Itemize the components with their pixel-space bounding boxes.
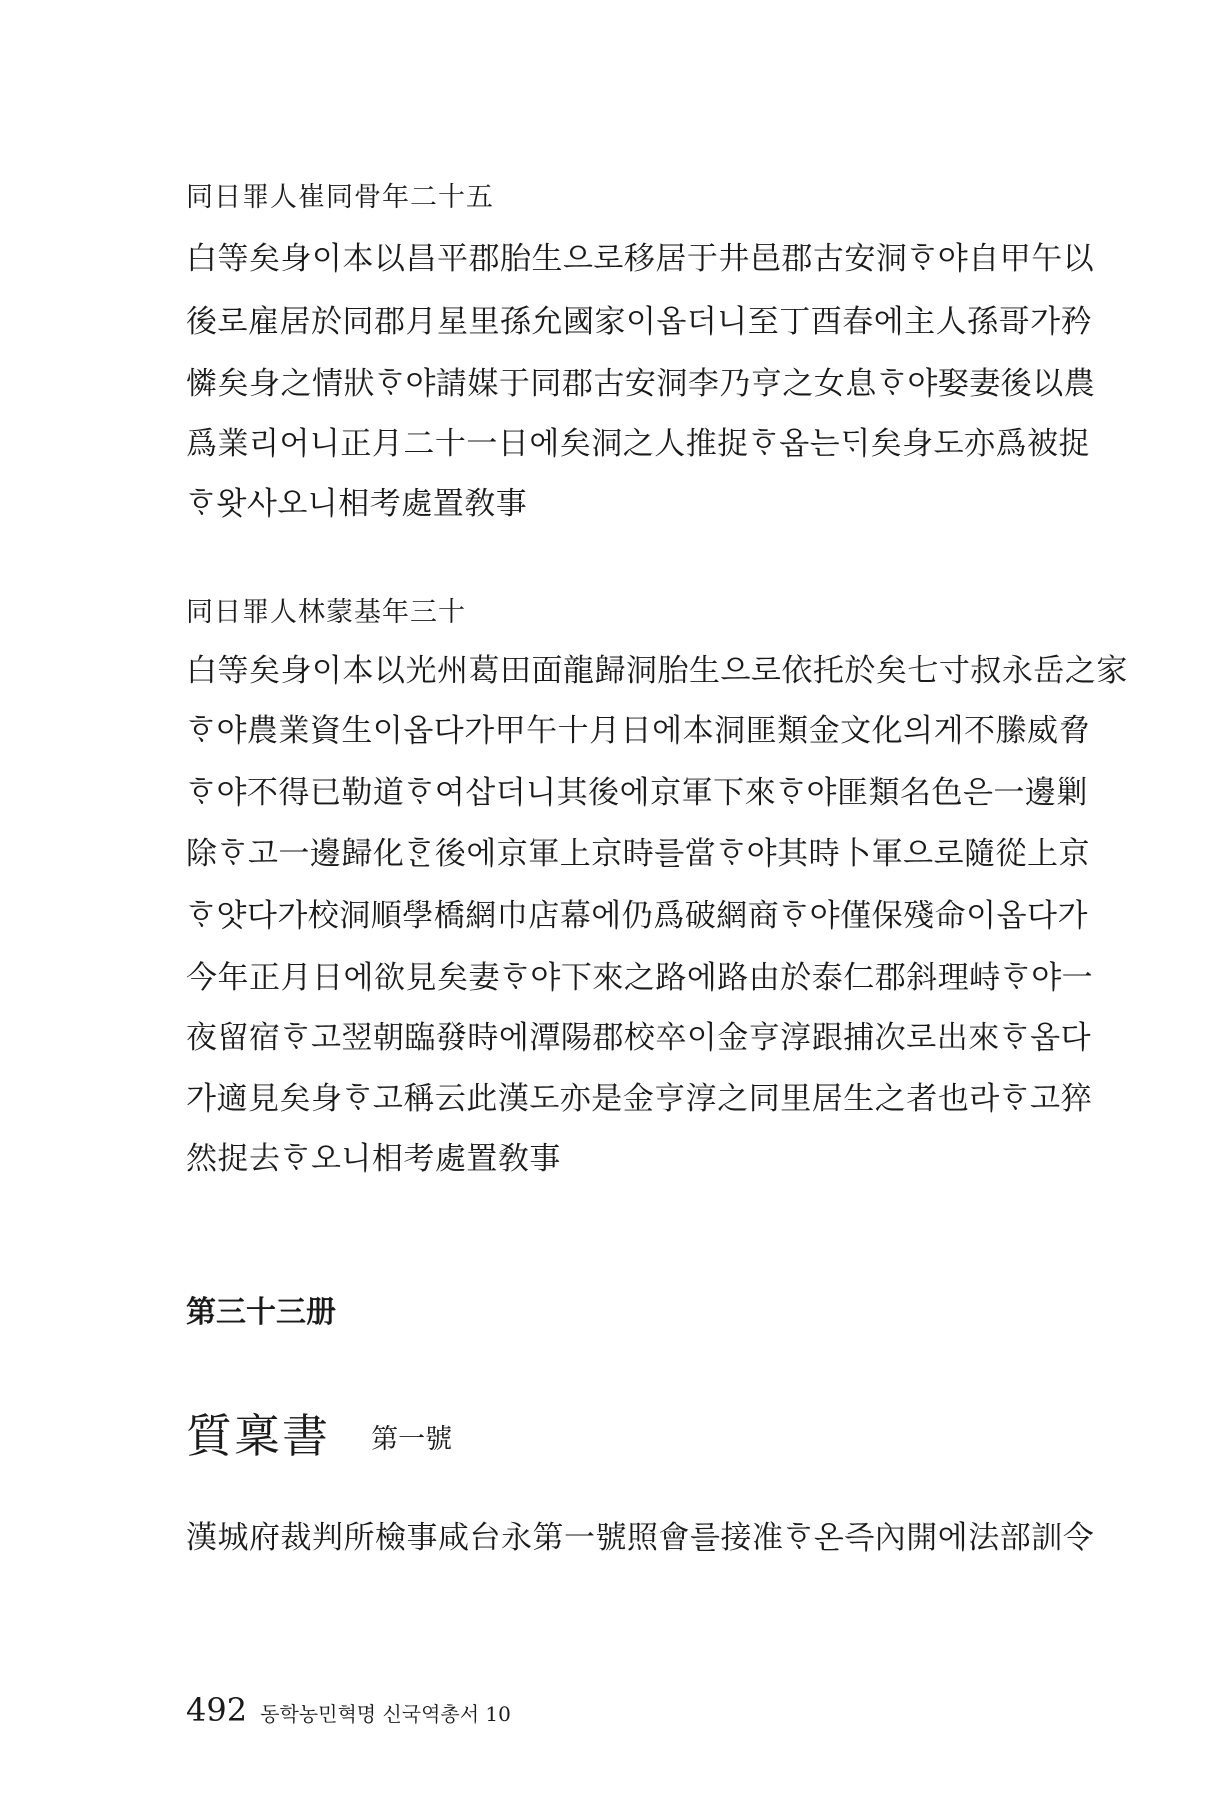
document-title: 質稟書 (186, 1409, 330, 1463)
page-number: 492 (186, 1691, 248, 1729)
section2-line: ᄒᆞ얏다가校洞順學橋網巾店幕에仍爲破網商ᄒᆞ야僅保殘命이옵다가 (186, 898, 1088, 934)
section2-line: ᄒᆞ야農業資生이옵다가甲午十月日에本洞匪類金文化의게不縢威脅 (186, 713, 1091, 749)
section1-line: 白等矣身이本以昌平郡胎生으로移居于井邑郡古安洞ᄒᆞ야自甲午以 (186, 241, 1095, 277)
series-title: 동학농민혁명 신국역총서 10 (260, 1702, 511, 1726)
section1-heading: 同日罪人崔同骨年二十五 (186, 182, 494, 213)
document-number: 第一號 (371, 1424, 453, 1455)
volume-heading: 第三十三册 (186, 1295, 336, 1330)
section1-line: 後로雇居於同郡月星里孫允國家이옵더니至丁酉春에主人孫哥가矜 (186, 304, 1093, 340)
section2-heading: 同日罪人林蒙基年三十 (186, 597, 466, 628)
section2-line: 除ᄒᆞ고一邊歸化ᄒᆞᆫ後에京軍上京時를當ᄒᆞ야其時卜軍으로隨從上京 (186, 836, 1091, 872)
section2-line: 今年正月日에欲見矣妻ᄒᆞ야下來之路에路由於泰仁郡斜理峙ᄒᆞ야一 (186, 960, 1094, 996)
section2-line: 然捉去ᄒᆞ오니相考處置敎事 (186, 1141, 561, 1177)
section1-line: 爲業리어니正月二十一日에矣洞之人推捉ᄒᆞ옵는ᄃᆡ矣身도亦爲被捉 (186, 426, 1091, 462)
closing-line: 漢城府裁判所檢事咸台永第一號照會를接准ᄒᆞ온즉內開에法部訓令 (186, 1520, 1095, 1556)
page-footer (186, 1691, 511, 1729)
section2-line: 白等矣身이本以光州葛田面龍歸洞胎生으로依托於矣七寸叔永岳之家 (186, 653, 1128, 689)
section1-line: ᄒᆞ왓사오니相考處置敎事 (186, 486, 528, 522)
section1-line: 憐矣身之情狀ᄒᆞ야請媒于同郡古安洞李乃亨之女息ᄒᆞ야娶妻後以農 (186, 366, 1096, 402)
section2-line: ᄒᆞ야不得已勒道ᄒᆞ여삽더니其後에京軍下來ᄒᆞ야匪類名色은一邊剿 (186, 775, 1088, 811)
section2-line: 가適見矣身ᄒᆞ고稱云此漢도亦是金亨淳之同里居生之者也라ᄒᆞ고猝 (186, 1081, 1093, 1117)
document-title-row (186, 1400, 452, 1466)
section2-line: 夜留宿ᄒᆞ고翌朝臨發時에潭陽郡校卒이金亨淳跟捕次로出來ᄒᆞ옵다 (186, 1020, 1092, 1056)
